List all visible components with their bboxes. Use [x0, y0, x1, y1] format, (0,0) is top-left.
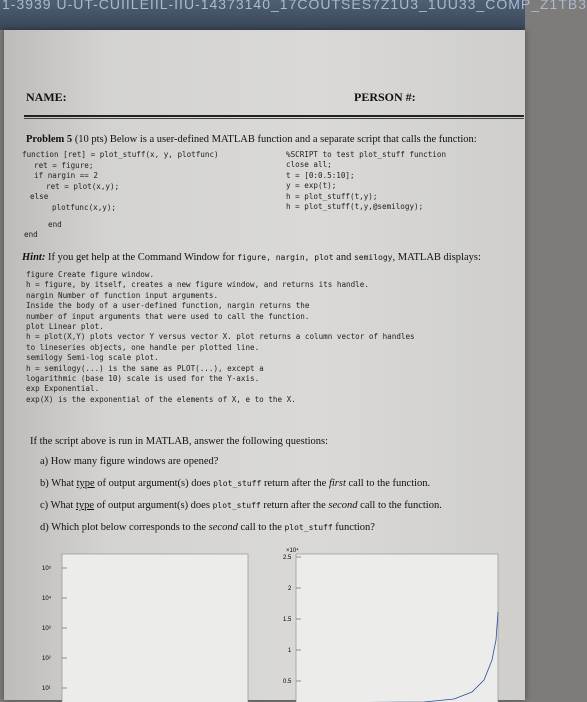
help-output-block [26, 270, 415, 405]
help-line: h = figure, by itself, creates a new figure window, and returns its handle. [26, 280, 369, 290]
question-text-underlined: type [75, 500, 95, 511]
help-line: exp Exponential. [26, 384, 100, 394]
left-plot-axes [62, 554, 248, 702]
script-code-block [286, 150, 446, 212]
question-letter: c) [40, 500, 49, 511]
question-emphasis: first [328, 478, 346, 489]
right-plot-tick-label: 0.5 [283, 679, 292, 685]
script-line: y = exp(t); [286, 181, 337, 191]
question-code: plot_stuff [212, 501, 261, 510]
question-text: return after the [260, 500, 329, 511]
question-text: How many figure windows are opened? [50, 456, 219, 467]
question-emphasis: second [208, 522, 238, 533]
script-line: h = plot_stuff(t,y); [286, 191, 378, 201]
question-text: of output argument(s) does [94, 500, 213, 511]
name-label: NAME: [26, 90, 67, 104]
hint-text: If you get help at the Command Window for [47, 252, 235, 263]
code-line: ret = plot(x,y); [46, 181, 120, 191]
question-text: of output argument(s) does [94, 478, 214, 489]
person-label: PERSON #: [354, 90, 416, 104]
script-line: t = [0:0.5:10]; [286, 170, 355, 180]
questions-intro: If the script above is run in MATLAB, answer the following questions: [30, 436, 329, 447]
help-line: exp(X) is the exponential of the elements of X, e to the X. [26, 394, 296, 404]
right-plot-tick-label: 1 [288, 648, 292, 654]
left-plot-tick-label: 10⁴ [42, 596, 52, 602]
help-line: plot Linear plot. [26, 322, 104, 332]
hint-keyword-last: semilogy [353, 253, 393, 262]
code-line: plotfunc(x,y); [52, 202, 117, 212]
hint-keywords: figure, nargin, plot [237, 253, 334, 262]
question-text: call to the function. [357, 500, 442, 511]
question-letter: a) [40, 456, 49, 467]
question-letter: b) [40, 478, 49, 489]
question-c [40, 500, 442, 511]
hint-and: and [336, 252, 352, 263]
header-rule [24, 115, 524, 117]
question-d [40, 522, 375, 533]
code-line: else [30, 192, 49, 202]
question-emphasis: second [328, 500, 358, 511]
question-text: What [51, 478, 77, 489]
help-line: semilogy Semi-log scale plot. [26, 353, 159, 363]
script-line: h = plot_stuff(t,y,@semilogy); [286, 202, 424, 212]
right-plot-axes [296, 554, 498, 702]
problem-number: Problem 5 [26, 134, 73, 145]
left-plot-tick-label: 10⁵ [42, 566, 52, 572]
help-line: h = plot(X,Y) plots vector Y versus vector X. plot returns a column vector of handles [26, 332, 415, 342]
help-line: figure Create figure window. [26, 270, 155, 279]
question-text: return after the [261, 478, 329, 489]
header-rule-thin [24, 118, 524, 119]
plot-thumbnails [4, 542, 525, 702]
exam-page [4, 30, 525, 700]
help-line: Inside the body of a user-defined function, nargin returns the [26, 301, 310, 311]
question-text: Which plot below corresponds to the [51, 522, 209, 533]
question-text-underlined: type [76, 478, 95, 489]
question-b [40, 478, 430, 489]
code-line: function [ret] = plot_stuff(x, y, plotfunc) [22, 150, 219, 159]
browser-bar [0, 0, 587, 30]
code-line: ret = figure; [34, 160, 94, 170]
question-code: plot_stuff [284, 523, 333, 532]
right-plot-exponent: ×10⁴ [286, 548, 299, 554]
question-text: What [50, 500, 76, 511]
code-line: end [24, 230, 38, 240]
left-plot-tick-label: 10¹ [42, 686, 51, 692]
code-line: if nargin == 2 [34, 171, 99, 181]
right-plot-tick-label: 2 [288, 586, 292, 592]
question-text: call to the function. [345, 478, 431, 489]
question-code: plot_stuff [213, 479, 262, 488]
function-code-block [22, 150, 219, 241]
problem-text: Below is a user-defined MATLAB function and a separate script that calls the function: [109, 134, 477, 145]
help-line: to lineseries objects, one handle per plotted line. [26, 342, 260, 352]
right-plot-tick-label: 2.5 [283, 555, 292, 561]
problem-points: (10 pts) [74, 134, 108, 145]
right-plot-tick-label: 1.5 [283, 617, 292, 623]
question-text: function? [332, 522, 375, 533]
question-a [40, 456, 218, 467]
browser-url[interactable]: 1-3939 U-UT-CUIILEIIL-IIU-14373140_17COUTSES7Z1U3_1UU33_COMP_Z1TB3 [2, 0, 587, 12]
left-plot-tick-label: 10² [42, 656, 51, 662]
hint-text-end: , MATLAB displays: [392, 252, 481, 263]
help-line: nargin Number of function input arguments. [26, 290, 219, 300]
left-plot-tick-label: 10³ [42, 626, 51, 632]
problem-statement [26, 134, 477, 145]
question-text: call to the [237, 522, 285, 533]
help-line: number of input arguments that were used to call the function. [26, 311, 310, 321]
help-line: h = semilogy(...) is the same as PLOT(...), except a [26, 363, 264, 373]
script-line: close all; [286, 160, 332, 170]
hint-label: Hint: [22, 252, 46, 263]
question-letter: d) [40, 522, 49, 533]
help-line: logarithmic (base 10) scale is used for the Y-axis. [26, 374, 260, 384]
code-line: end [48, 219, 62, 229]
hint-line [22, 252, 481, 263]
script-line: %SCRIPT to test plot_stuff function [286, 150, 447, 159]
